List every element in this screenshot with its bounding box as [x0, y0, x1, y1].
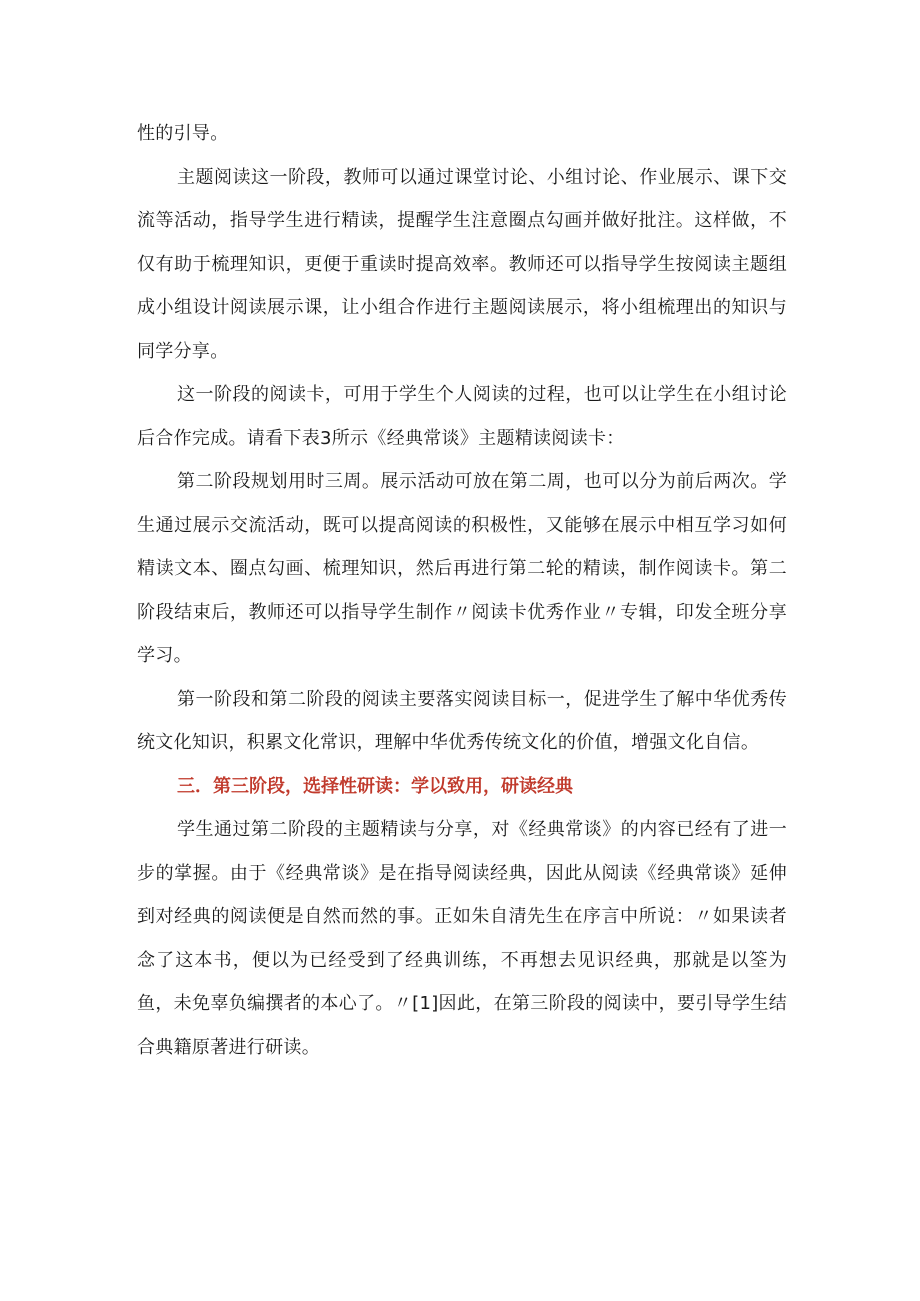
document-page [137, 112, 787, 1069]
paragraph-theme-reading: 主题阅读这一阶段，教师可以通过课堂讨论、小组讨论、作业展示、课下交流等活动，指导学生进行精读，提醒学生注意圈点勾画并做好批注。这样做，不仅有助于梳理知识，更便于重读时提高效率。教师还可以指导学生按阅读主题组成小组设计阅读展示课，让小组合作进行主题阅读展示，将小组梳理出的知识与同学分享。 [137, 166, 787, 362]
paragraph-reading-card: 这一阶段的阅读卡，可用于学生个人阅读的过程，也可以让学生在小组讨论后合作完成。请看下表3所示《经典常谈》主题精读阅读卡： [137, 384, 787, 449]
paragraph-stage-three: 学生通过第二阶段的主题精读与分享，对《经典常谈》的内容已经有了进一步的掌握。由于《经典常谈》是在指导阅读经典，因此从阅读《经典常谈》延伸到对经典的阅读便是自然而然的事。正如朱自清先生在序言中所说：〃如果读者念了这本书，便以为已经受到了经典训练，不再想去见识经典，那就是以筌为鱼，未免辜负编撰者的本心了。〃[1]因此，在第三阶段的阅读中，要引导学生结合典籍原著进行研读。 [137, 819, 787, 1058]
paragraph-stage-goals: 第一阶段和第二阶段的阅读主要落实阅读目标一，促进学生了解中华优秀传统文化知识，积累文化常识，理解中华优秀传统文化的价值，增强文化自信。 [137, 688, 787, 753]
paragraph-continuation: 性的引导。 [137, 123, 229, 144]
section-heading-stage-three: 三．第三阶段，选择性研读：学以致用，研读经典 [177, 775, 573, 797]
paragraph-stage-two-plan: 第二阶段规划用时三周。展示活动可放在第二周，也可以分为前后两次。学生通过展示交流活动，既可以提高阅读的积极性，又能够在展示中相互学习如何精读文本、圈点勾画、梳理知识，然后再进行第二轮的精读，制作阅读卡。第二阶段结束后，教师还可以指导学生制作〃阅读卡优秀作业〃专辑，印发全班分享学习。 [137, 471, 787, 666]
